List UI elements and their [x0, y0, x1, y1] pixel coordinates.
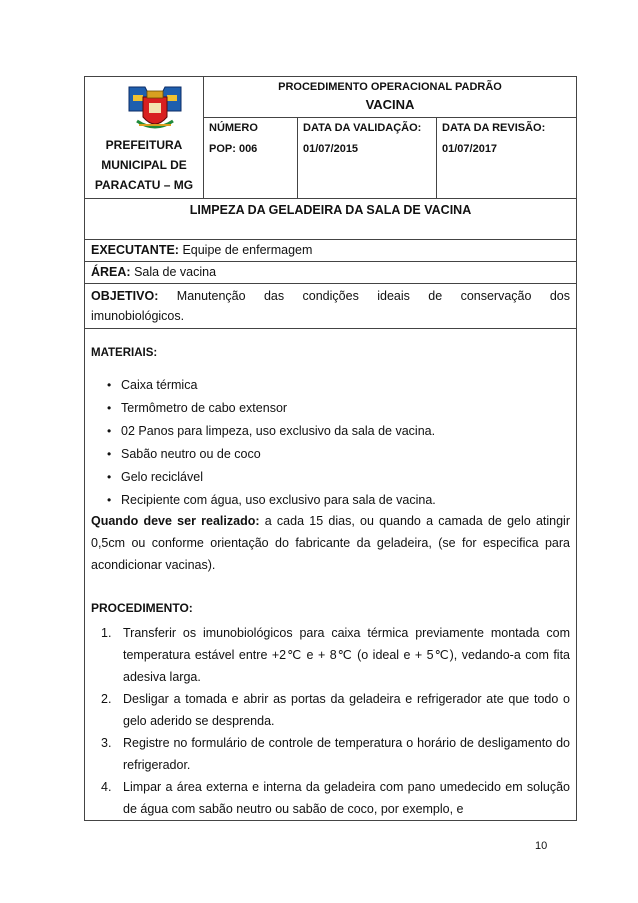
row-divider [85, 198, 576, 199]
row-divider [85, 261, 576, 262]
header-divider [203, 117, 577, 118]
row-divider [85, 328, 576, 329]
row-divider [85, 283, 576, 284]
header-divider [297, 117, 298, 198]
bullet-icon: • [107, 470, 112, 484]
organization-name [85, 135, 203, 195]
revision-value: 01/07/2017 [442, 143, 498, 155]
executante-label: EXECUTANTE: [91, 243, 179, 257]
list-item: • Gelo reciclável [85, 466, 576, 489]
procedure-table [84, 76, 577, 821]
list-item: • Recipiente com água, uso exclusivo para sala de vacina. [85, 489, 576, 512]
header-divider [203, 77, 204, 198]
executante-row [91, 242, 570, 258]
bullet-icon: • [107, 493, 112, 507]
procedure-title: PROCEDIMENTO OPERACIONAL PADRÃO [278, 81, 502, 93]
objetivo-line-2: imunobiológicos. [91, 309, 185, 323]
bullet-icon: • [107, 401, 112, 415]
procedure-step: 2. Desligar a tomada e abrir as portas da geladeira e refrigerador ate que todo o gelo aderido se desprenda. [101, 692, 570, 728]
bullet-icon: • [107, 378, 112, 392]
materials-list [85, 374, 576, 512]
quando-label: Quando deve ser realizado: [91, 514, 260, 528]
objetivo-row [91, 286, 570, 306]
bullet-icon: • [107, 447, 112, 461]
validation-value: 01/07/2015 [303, 143, 359, 155]
row-divider [85, 239, 576, 240]
procedimento-label: PROCEDIMENTO: [91, 601, 193, 615]
validation-label: DATA DA VALIDAÇÃO: [303, 122, 422, 134]
procedure-step: 1. Transferir os imunobiológicos para caixa térmica previamente montada com temperatura estável entre +2℃ e + 8℃ (o ideal e + 5℃), vedando-a com fita adesiva larga. [101, 626, 570, 684]
bullet-icon: • [107, 424, 112, 438]
list-item: • Sabão neutro ou de coco [85, 443, 576, 466]
header-divider [436, 117, 437, 198]
org-line-1: PREFEITURA [105, 138, 183, 152]
list-item: • Termômetro de cabo extensor [85, 397, 576, 420]
page-number: 10 [535, 840, 548, 852]
org-line-3: PARACATU – MG [94, 178, 194, 192]
coat-of-arms-icon [125, 85, 185, 135]
executante-value: Equipe de enfermagem [178, 243, 313, 257]
quando-paragraph [91, 510, 570, 576]
procedure-step: 4. Limpar a área externa e interna da geladeira com pano umedecido em solução de água com sabão neutro ou sabão de coco, por exemplo, e [101, 780, 570, 816]
objetivo-line-1: Manutenção das condições ideais de conservação dos [176, 289, 570, 303]
area-value: Sala de vacina [130, 265, 217, 279]
objetivo-label: OBJETIVO: [91, 289, 159, 303]
materiais-label: MATERIAIS: [91, 347, 158, 359]
quando-text: a cada 15 dias, ou quando a camada de gelo atingir 0,5cm ou conforme orientação do fabricante da geladeira, (se for especifica para acondicionar vacinas). [91, 514, 571, 572]
number-label: NÚMERO [209, 122, 258, 134]
number-value: POP: 006 [209, 143, 258, 155]
document-title: LIMPEZA DA GELADEIRA DA SALA DE VACINA [189, 203, 472, 217]
area-label: ÁREA: [91, 265, 131, 279]
procedure-steps [85, 622, 570, 820]
list-item: • 02 Panos para limpeza, uso exclusivo da sala de vacina. [85, 420, 576, 443]
org-line-2: MUNICIPAL DE [101, 158, 187, 172]
revision-label: DATA DA REVISÃO: [442, 122, 546, 134]
area-row [91, 264, 570, 280]
procedure-step: 3. Registre no formulário de controle de temperatura o horário de desligamento do refrigerador. [101, 736, 570, 772]
subject-title: VACINA [365, 97, 415, 112]
list-item: • Caixa térmica [85, 374, 576, 397]
